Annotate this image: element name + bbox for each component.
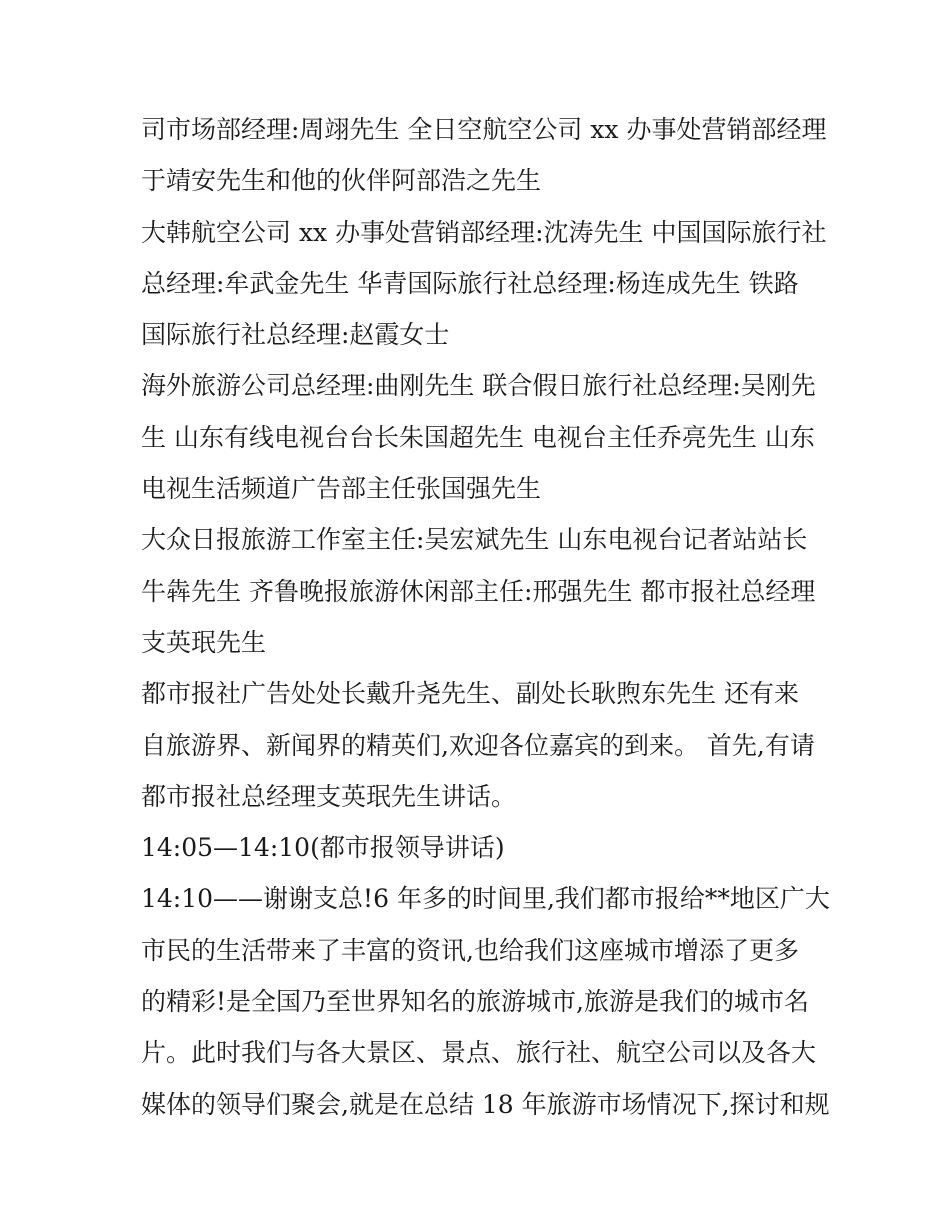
text-line: 大众日报旅游工作室主任:吴宏斌先生 山东电视台记者站站长 — [141, 525, 808, 555]
document-body — [141, 104, 831, 1130]
text-line: 14:10——谢谢支总!6 年多的时间里,我们都市报给**地区广大 — [141, 884, 830, 914]
text-line: 总经理:牟武金先生 华青国际旅行社总经理:杨连成先生 铁路 — [141, 268, 799, 298]
text-line: 市民的生活带来了丰富的资讯,也给我们这座城市增添了更多 — [141, 935, 799, 965]
text-line: 国际旅行社总经理:赵霞女士 — [141, 320, 450, 350]
text-line: 都市报社广告处处长戴升尧先生、副处长耿煦东先生 还有来 — [141, 679, 799, 709]
text-line: 牛犇先生 齐鲁晚报旅游休闲部主任:邢强先生 都市报社总经理 — [141, 576, 816, 606]
text-line: 生 山东有线电视台台长朱国超先生 电视台主任乔亮先生 山东 — [141, 422, 815, 452]
text-line: 14:05—14:10(都市报领导讲话) — [141, 833, 505, 863]
text-line: 自旅游界、新闻界的精英们,欢迎各位嘉宾的到来。 首先,有请 — [141, 730, 815, 760]
text-line: 司市场部经理:周翊先生 全日空航空公司 xx 办事处营销部经理 — [141, 115, 827, 144]
text-line: 海外旅游公司总经理:曲刚先生 联合假日旅行社总经理:吴刚先 — [141, 371, 816, 401]
text-line: 支英珉先生 — [141, 627, 267, 657]
text-line: 都市报社总经理支英珉先生讲话。 — [141, 781, 517, 811]
text-line: 电视生活频道广告部主任张国强先生 — [141, 474, 542, 504]
text-line: 片。此时我们与各大景区、景点、旅行社、航空公司以及各大 — [141, 1038, 817, 1068]
text-line: 大韩航空公司 xx 办事处营销部经理:沈涛先生 中国国际旅行社 — [141, 217, 827, 247]
text-line: 于靖安先生和他的伙伴阿部浩之先生 — [141, 166, 542, 196]
text-line: 的精彩!是全国乃至世界知名的旅游城市,旅游是我们的城市名 — [141, 987, 809, 1017]
text-line: 媒体的领导们聚会,就是在总结 18 年旅游市场情况下,探讨和规 — [141, 1089, 830, 1119]
